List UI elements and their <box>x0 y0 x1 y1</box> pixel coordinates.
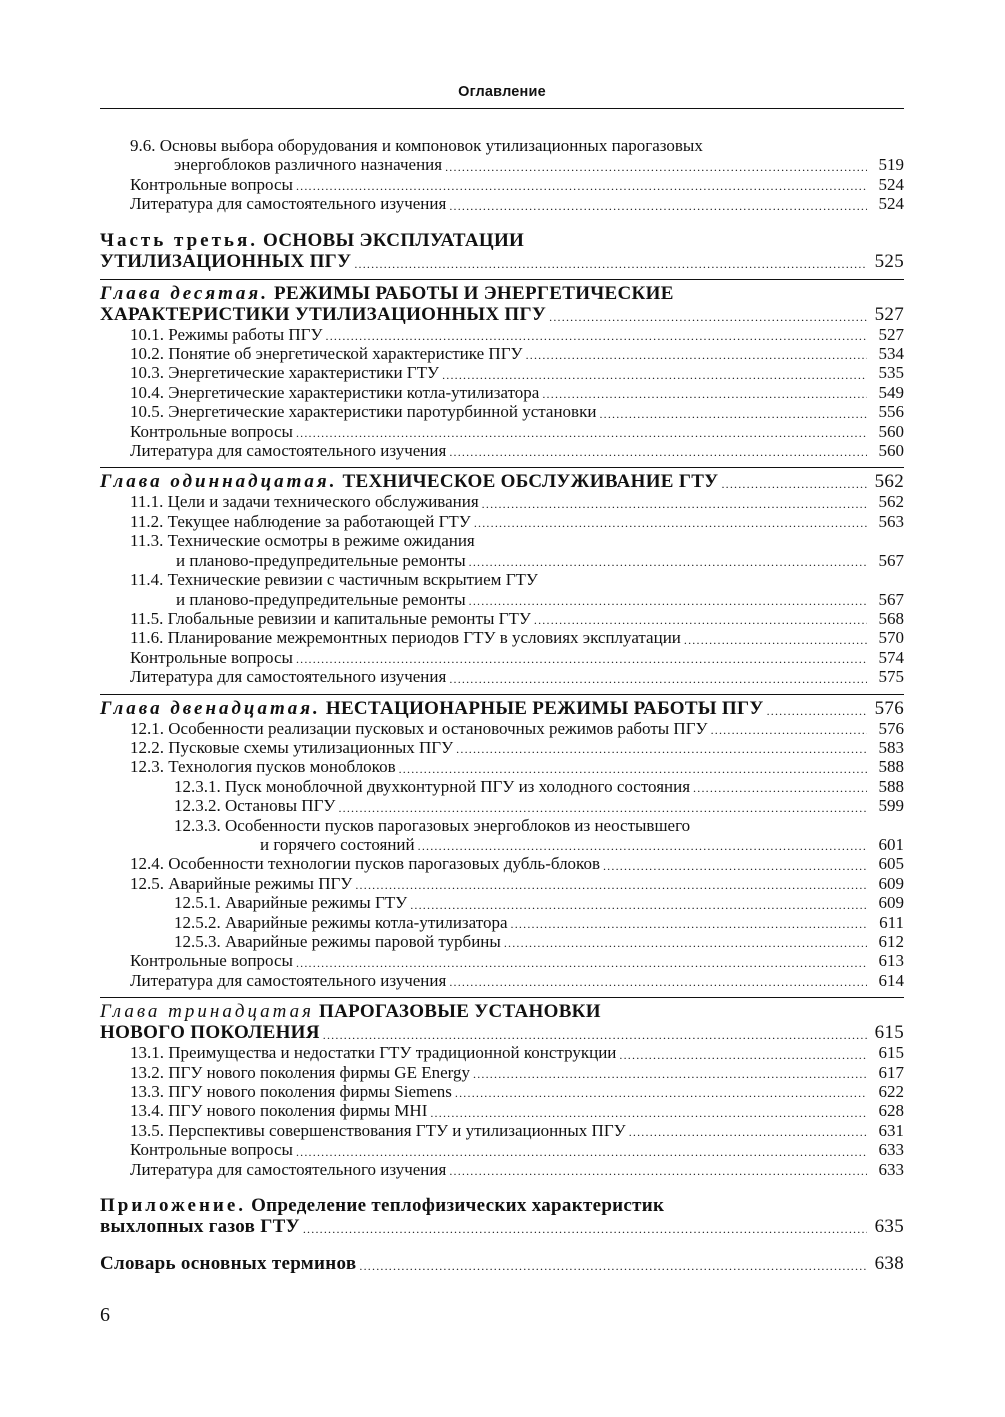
toc-entry-label: 12.5. Аварийные режимы ПГУ <box>130 873 353 893</box>
toc-entry-label: и горячего состояний <box>260 834 415 854</box>
toc-entry-label: 11.6. Планирование межремонтных периодов ГТУ в условиях эксплуатации <box>130 628 681 648</box>
page-ref: 527 <box>874 303 904 325</box>
page-ref: 588 <box>878 757 904 777</box>
part-title-line1: ОСНОВЫ ЭКСПЛУАТАЦИИ <box>263 229 525 251</box>
toc-entry-label: 12.3.3. Особенности пусков парогазовых энергоблоков из неостывшего <box>174 815 691 835</box>
page-ref: 567 <box>878 589 904 609</box>
toc-entry-questions[interactable] <box>100 951 904 970</box>
toc-entry-12-3[interactable] <box>100 757 904 776</box>
chapter-title: НЕСТАЦИОНАРНЫЕ РЕЖИМЫ РАБОТЫ ПГУ <box>325 697 764 719</box>
page-ref: 635 <box>874 1216 904 1238</box>
page-ref: 567 <box>878 550 904 570</box>
toc-entry-12-3-1[interactable] <box>100 777 904 796</box>
toc-entry-12-4[interactable] <box>100 854 904 873</box>
toc-entry-11-6[interactable] <box>100 628 904 647</box>
toc-entry-label: 13.2. ПГУ нового поколения фирмы GE Energy <box>130 1062 470 1082</box>
page-ref: 525 <box>874 250 904 272</box>
toc-entry-label: Контрольные вопросы <box>130 421 293 441</box>
toc-entry-literature[interactable] <box>100 194 904 213</box>
toc-entry-12-5-3[interactable] <box>100 932 904 951</box>
toc-entry-label: Контрольные вопросы <box>130 1140 293 1160</box>
leader-dots <box>296 179 867 194</box>
toc-entry-label: 13.5. Перспективы совершенствования ГТУ и утилизационных ПГУ <box>130 1120 626 1140</box>
part-prefix: Часть третья. <box>100 229 258 251</box>
toc-entry-label: и планово-предупредительные ремонты <box>176 550 466 570</box>
leader-dots <box>430 1106 867 1121</box>
leader-dots <box>449 1164 867 1179</box>
leader-dots <box>338 801 867 816</box>
table-of-contents <box>100 136 904 1274</box>
leader-dots <box>410 898 867 913</box>
appendix-prefix: Приложение. <box>100 1195 247 1217</box>
leader-dots <box>711 723 867 738</box>
page-ref: 605 <box>878 854 904 874</box>
leader-dots <box>449 975 867 990</box>
page-ref: 633 <box>878 1140 904 1160</box>
separator-rule <box>100 279 904 280</box>
appendix-title-line1: Определение теплофизических характеристик <box>251 1195 665 1217</box>
leader-dots <box>599 407 867 422</box>
page-ref: 583 <box>878 737 904 757</box>
toc-entry-11-5[interactable] <box>100 609 904 628</box>
page-ref: 568 <box>878 608 904 628</box>
toc-chapter-11[interactable] <box>100 471 904 492</box>
toc-entry-label: 12.3. Технология пусков моноблоков <box>130 757 396 777</box>
leader-dots <box>526 348 867 363</box>
toc-entry-label: энергоблоков различного назначения <box>174 155 443 175</box>
page-number: 6 <box>100 1304 110 1326</box>
page-ref: 534 <box>878 344 904 364</box>
toc-entry-label: 12.5.2. Аварийные режимы котла-утилизатора <box>174 912 508 932</box>
toc-entry-11-4[interactable] <box>100 570 904 609</box>
toc-entry-label: Контрольные вопросы <box>130 174 293 194</box>
toc-entry-label: Контрольные вопросы <box>130 647 293 667</box>
toc-entry-label: 10.1. Режимы работы ПГУ <box>130 324 323 344</box>
toc-entry-label: 13.3. ПГУ нового поколения фирмы Siemens <box>130 1082 452 1102</box>
leader-dots <box>474 516 867 531</box>
leader-dots <box>767 704 867 719</box>
running-header: Оглавление <box>458 84 546 100</box>
toc-entry-label: 10.5. Энергетические характеристики паротурбинной установки <box>130 402 597 422</box>
leader-dots <box>549 310 867 325</box>
toc-entry-13-1[interactable] <box>100 1043 904 1062</box>
leader-dots <box>296 1145 867 1160</box>
leader-dots <box>326 329 867 344</box>
separator-rule <box>100 997 904 998</box>
toc-entry-label: 11.5. Глобальные ревизии и капитальные ремонты ГТУ <box>130 608 531 628</box>
leader-dots <box>693 781 867 796</box>
leader-dots <box>619 1048 867 1063</box>
leader-dots <box>445 160 867 175</box>
leader-dots <box>296 652 867 667</box>
page-ref: 601 <box>878 834 904 854</box>
toc-entry-10-4[interactable] <box>100 383 904 402</box>
toc-entry-label: 12.3.1. Пуск моноблочной двухконтурной ПГУ из холодного состояния <box>174 776 691 796</box>
leader-dots <box>323 1028 867 1043</box>
page-ref: 576 <box>874 697 904 719</box>
toc-entry-label: 12.5.3. Аварийные режимы паровой турбины <box>174 932 501 951</box>
chapter-prefix: Глава тринадцатая <box>100 1001 314 1023</box>
leader-dots <box>456 742 867 757</box>
toc-entry-13-4[interactable] <box>100 1101 904 1120</box>
toc-entry-13-3[interactable] <box>100 1082 904 1101</box>
page-ref: 613 <box>878 951 904 971</box>
page-ref: 527 <box>878 324 904 344</box>
leader-dots <box>399 762 867 777</box>
leader-dots <box>449 672 867 687</box>
leader-dots <box>455 1086 867 1101</box>
toc-entry-13-2[interactable] <box>100 1063 904 1082</box>
toc-appendix[interactable] <box>100 1195 904 1237</box>
toc-entry-12-5-1[interactable] <box>100 893 904 912</box>
leader-dots <box>684 633 867 648</box>
chapter-title-line2: НОВОГО ПОКОЛЕНИЯ <box>100 1022 320 1044</box>
page-ref: 588 <box>878 776 904 796</box>
toc-chapter-10[interactable] <box>100 283 904 325</box>
toc-entry-label: Контрольные вопросы <box>130 951 293 971</box>
toc-entry-10-5[interactable] <box>100 402 904 421</box>
leader-dots <box>721 477 867 492</box>
page-ref: 615 <box>878 1043 904 1063</box>
toc-entry-questions[interactable] <box>100 422 904 441</box>
leader-dots <box>473 1067 867 1082</box>
toc-entry-literature[interactable] <box>100 441 904 460</box>
toc-chapter-12[interactable] <box>100 698 904 719</box>
toc-entry-12-5[interactable] <box>100 874 904 893</box>
toc-entry-label: 10.2. Понятие об энергетической характеристике ПГУ <box>130 344 523 364</box>
separator-rule <box>100 467 904 468</box>
page-ref: 524 <box>878 174 904 194</box>
toc-entry-label: 12.2. Пусковые схемы утилизационных ПГУ <box>130 737 454 757</box>
toc-entry-label: 11.2. Текущее наблюдение за работающей ГТУ <box>130 511 471 531</box>
toc-entry-label: 10.3. Энергетические характеристики ГТУ <box>130 363 440 383</box>
page-ref: 519 <box>878 155 904 175</box>
toc-entry-questions[interactable] <box>100 648 904 667</box>
toc-entry-label: 11.3. Технические осмотры в режиме ожидания <box>130 531 475 551</box>
page-ref: 535 <box>878 363 904 383</box>
leader-dots <box>418 839 867 854</box>
leader-dots <box>469 594 867 609</box>
page-ref: 549 <box>878 382 904 402</box>
toc-entry-12-2[interactable] <box>100 738 904 757</box>
toc-entry-11-1[interactable] <box>100 492 904 511</box>
leader-dots <box>629 1125 867 1140</box>
page-ref: 611 <box>879 912 904 932</box>
toc-entry-label: Литература для самостоятельного изучения <box>130 1159 447 1179</box>
leader-dots <box>354 257 867 272</box>
leader-dots <box>534 613 867 628</box>
page-ref: 599 <box>878 796 904 816</box>
leader-dots <box>449 445 867 460</box>
toc-entry-label: 12.4. Особенности технологии пусков парогазовых дубль-блоков <box>130 854 600 874</box>
page-ref: 609 <box>878 873 904 893</box>
part-title-line2: УТИЛИЗАЦИОННЫХ ПГУ <box>100 250 352 272</box>
toc-entry-12-1[interactable] <box>100 719 904 738</box>
leader-dots <box>303 1222 867 1237</box>
page-ref: 574 <box>878 647 904 667</box>
chapter-title: ТЕХНИЧЕСКОЕ ОБСЛУЖИВАНИЕ ГТУ <box>342 471 719 493</box>
chapter-title-line1: ПАРОГАЗОВЫЕ УСТАНОВКИ <box>319 1001 601 1023</box>
page-ref: 633 <box>878 1159 904 1179</box>
leader-dots <box>482 497 867 512</box>
toc-chapter-13[interactable] <box>100 1001 904 1043</box>
page-ref: 614 <box>878 970 904 990</box>
page-ref: 524 <box>878 194 904 214</box>
leader-dots <box>504 936 867 951</box>
toc-entry-label: 12.3.2. Остановы ПГУ <box>174 796 336 816</box>
toc-entry-label: 10.4. Энергетические характеристики котла-утилизатора <box>130 382 540 402</box>
leader-dots <box>449 199 867 214</box>
toc-entry-12-3-3[interactable] <box>100 816 904 855</box>
toc-entry-12-5-2[interactable] <box>100 913 904 932</box>
toc-entry-label: Литература для самостоятельного изучения <box>130 194 447 214</box>
toc-entry-label: Литература для самостоятельного изучения <box>130 441 447 461</box>
page-ref: 575 <box>878 667 904 687</box>
toc-entry-label: 9.6. Основы выбора оборудования и компоновок утилизационных парогазовых <box>130 136 703 155</box>
leader-dots <box>355 878 867 893</box>
page-ref: 615 <box>874 1022 904 1044</box>
toc-entry-literature[interactable] <box>100 667 904 686</box>
page-ref: 560 <box>878 441 904 461</box>
page-ref: 570 <box>878 628 904 648</box>
chapter-title-line1: РЕЖИМЫ РАБОТЫ И ЭНЕРГЕТИЧЕСКИЕ <box>274 282 674 304</box>
toc-entry-10-2[interactable] <box>100 344 904 363</box>
page-ref: 631 <box>878 1120 904 1140</box>
toc-entry-label: Литература для самостоятельного изучения <box>130 970 447 990</box>
chapter-prefix: Глава одиннадцатая. <box>100 471 338 493</box>
leader-dots <box>296 956 867 971</box>
page-ref: 556 <box>878 402 904 422</box>
leader-dots <box>542 387 867 402</box>
leader-dots <box>603 859 867 874</box>
toc-entry-label: и планово-предупредительные ремонты <box>176 589 466 609</box>
page-ref: 638 <box>874 1253 904 1275</box>
toc-entry-10-1[interactable] <box>100 325 904 344</box>
toc-entry-12-3-2[interactable] <box>100 796 904 815</box>
chapter-prefix: Глава десятая. <box>100 282 269 304</box>
toc-entry-11-3[interactable] <box>100 531 904 570</box>
toc-entry-label: 13.4. ПГУ нового поколения фирмы MHI <box>130 1101 428 1121</box>
chapter-prefix: Глава двенадцатая. <box>100 697 321 719</box>
toc-entry-10-3[interactable] <box>100 363 904 382</box>
toc-entry-11-2[interactable] <box>100 512 904 531</box>
page-ref: 612 <box>878 932 904 951</box>
leader-dots <box>359 1259 867 1274</box>
toc-entry-label: 11.4. Технические ревизии с частичным вскрытием ГТУ <box>130 570 538 590</box>
toc-entry-label: 12.5.1. Аварийные режимы ГТУ <box>174 893 408 913</box>
page-ref: 628 <box>878 1101 904 1121</box>
leader-dots <box>442 368 867 383</box>
toc-entry-label: 13.1. Преимущества и недостатки ГТУ традиционной конструкции <box>130 1043 617 1063</box>
leader-dots <box>469 555 867 570</box>
toc-entry-label: 12.1. Особенности реализации пусковых и остановочных режимов работы ПГУ <box>130 718 708 738</box>
toc-part-three[interactable] <box>100 230 904 272</box>
toc-entry-literature[interactable] <box>100 1160 904 1179</box>
page-ref: 560 <box>878 421 904 441</box>
page-ref: 563 <box>878 511 904 531</box>
appendix-title-line2: выхлопных газов ГТУ <box>100 1216 300 1238</box>
toc-entry-questions[interactable] <box>100 175 904 194</box>
toc-entry-questions[interactable] <box>100 1140 904 1159</box>
chapter-title-line2: ХАРАКТЕРИСТИКИ УТИЛИЗАЦИОННЫХ ПГУ <box>100 303 547 325</box>
page-ref: 562 <box>878 492 904 512</box>
page-ref: 609 <box>878 893 904 913</box>
page-ref: 622 <box>878 1082 904 1102</box>
toc-entry-9-6[interactable] <box>100 136 904 175</box>
toc-glossary[interactable] <box>100 1253 904 1274</box>
toc-entry-13-5[interactable] <box>100 1121 904 1140</box>
toc-entry-label: Литература для самостоятельного изучения <box>130 667 447 687</box>
toc-entry-label: 11.1. Цели и задачи технического обслуживания <box>130 492 479 512</box>
page-ref: 562 <box>874 471 904 493</box>
leader-dots <box>511 917 867 932</box>
separator-rule <box>100 694 904 695</box>
header-rule <box>100 108 904 109</box>
page-ref: 617 <box>878 1062 904 1082</box>
page-ref: 576 <box>878 718 904 738</box>
glossary-title: Словарь основных терминов <box>100 1253 357 1275</box>
leader-dots <box>296 426 867 441</box>
toc-entry-literature[interactable] <box>100 971 904 990</box>
